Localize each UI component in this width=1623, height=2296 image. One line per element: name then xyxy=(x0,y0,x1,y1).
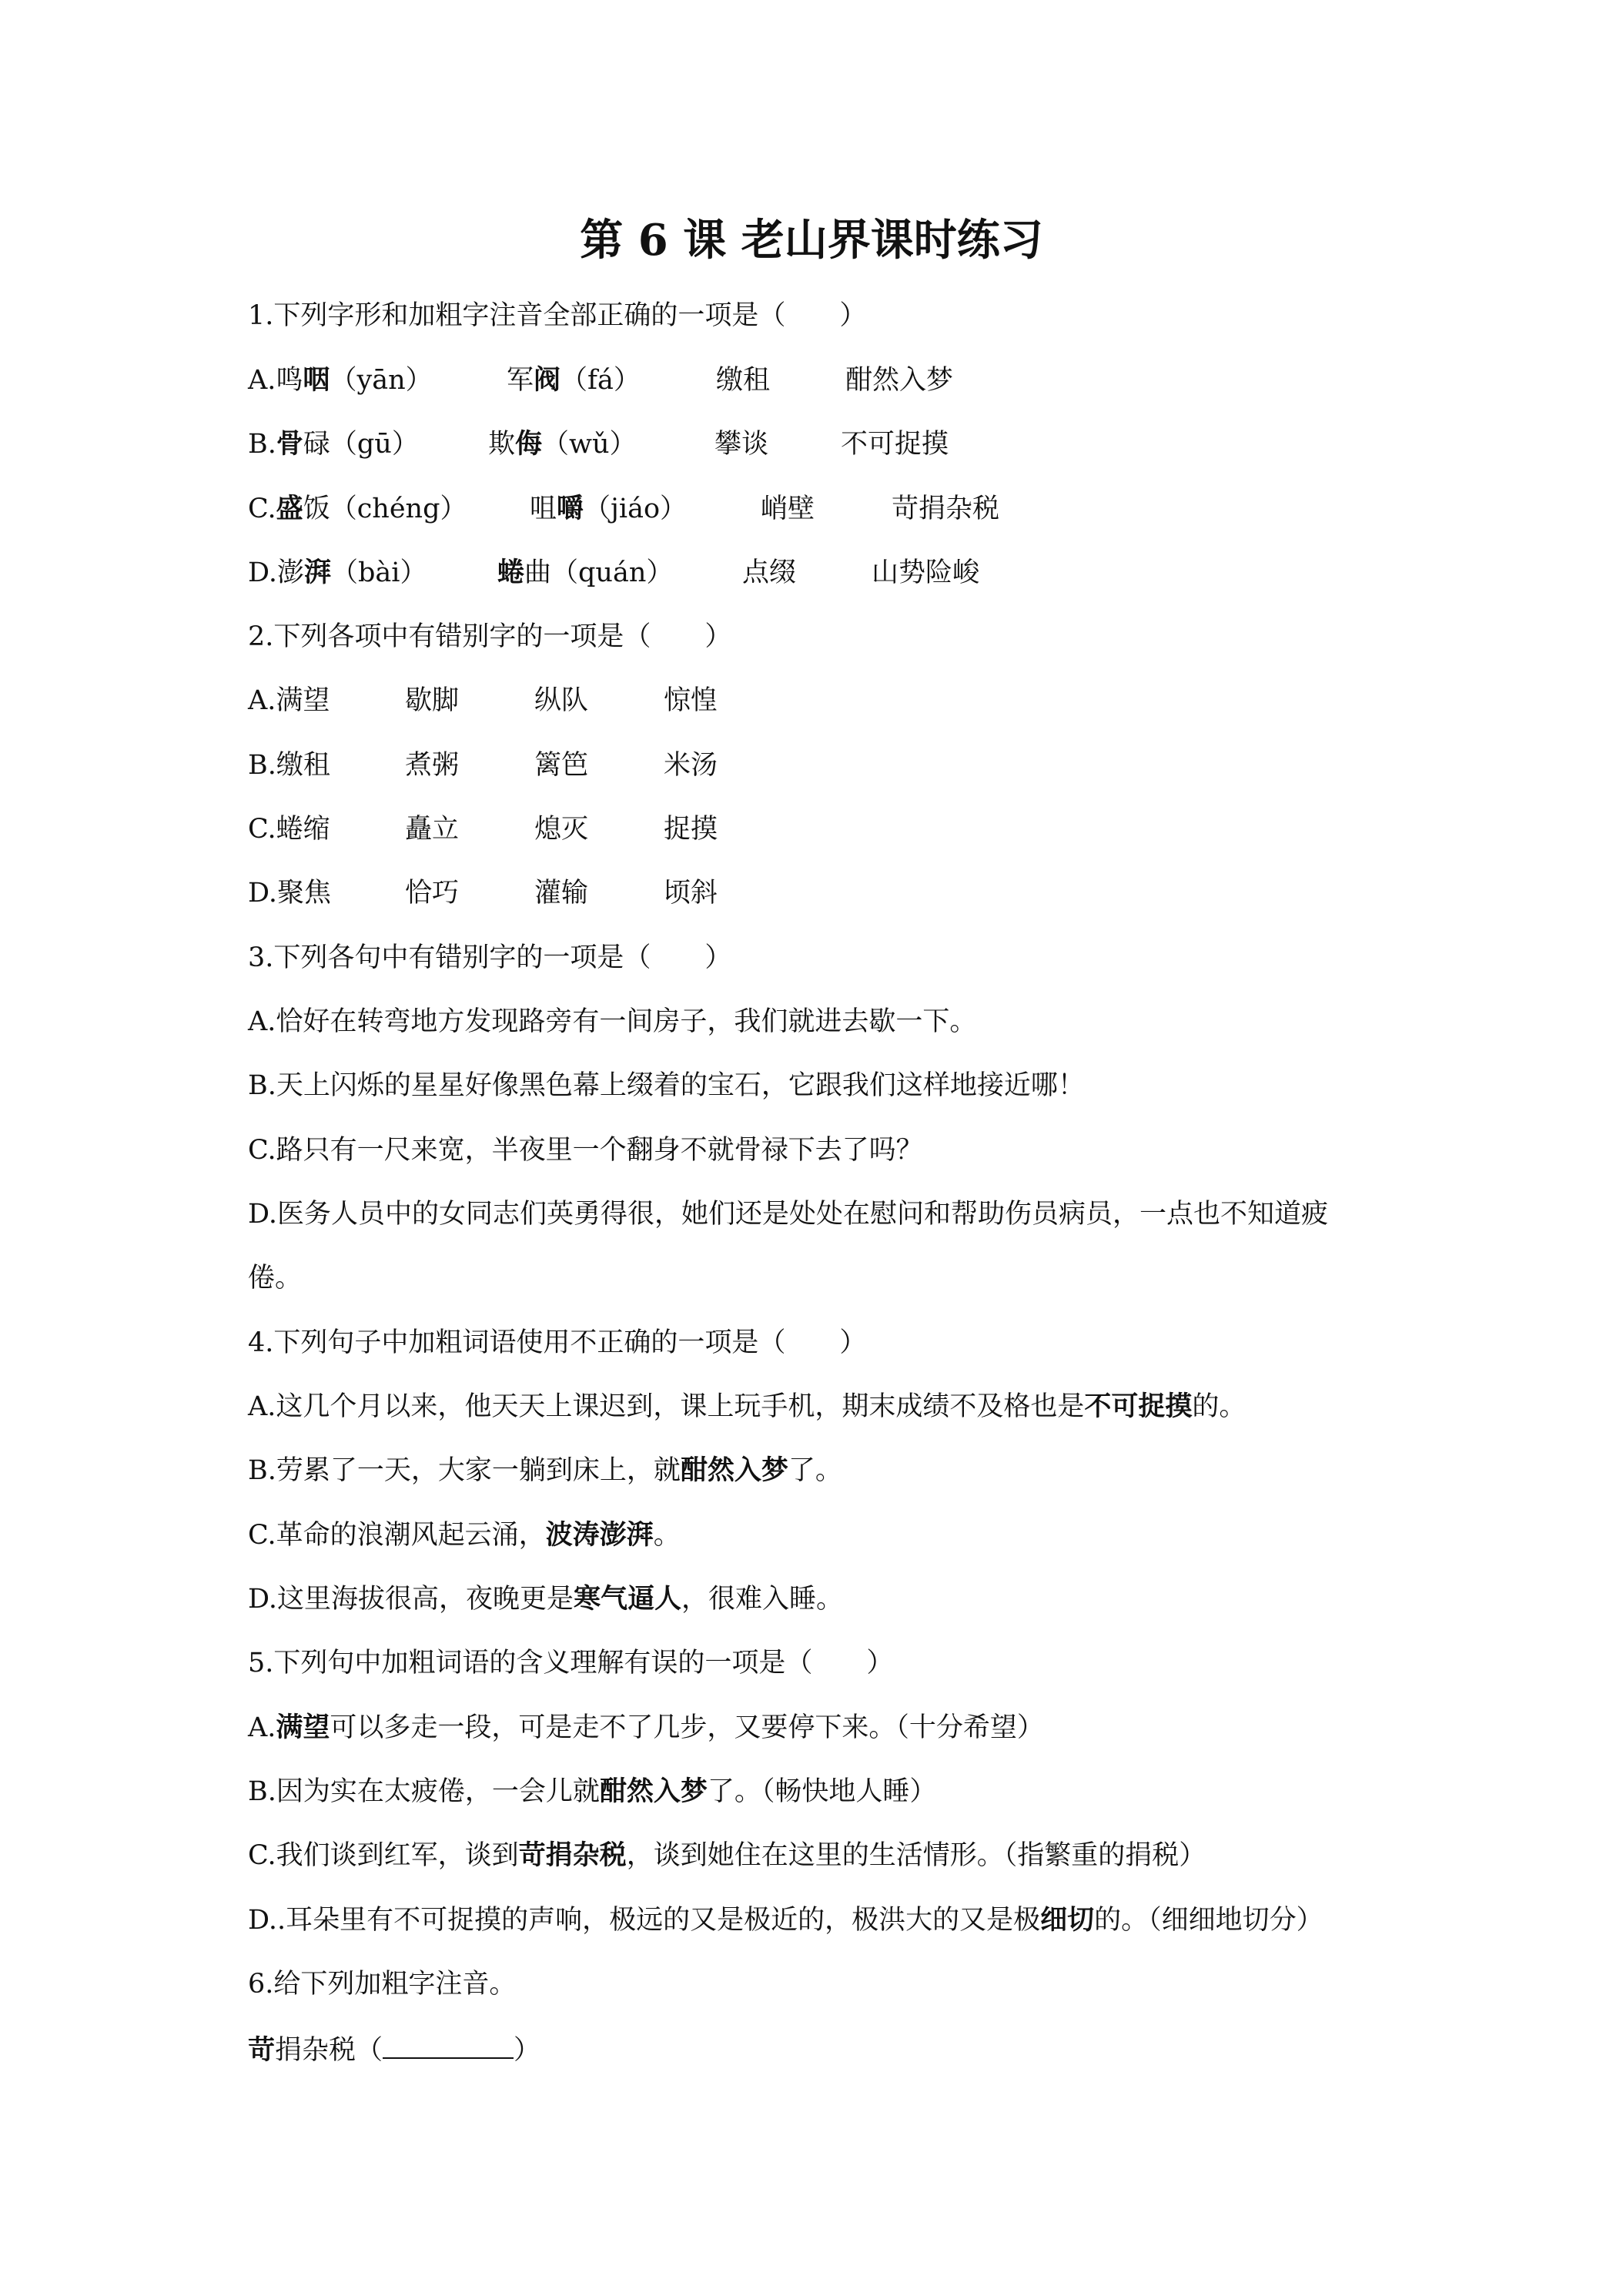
page-title: 第 6 课 老山界课时练习 xyxy=(580,215,1043,266)
q1-option-d[interactable]: D.澎湃（bài） 蜷曲（quán） 点缀 山势险峻 xyxy=(248,557,980,588)
q6-stem: 6.给下列加粗字注音。 xyxy=(248,1969,517,2000)
q2-option-b[interactable]: B.缴租 煮粥 篱笆 米汤 xyxy=(248,750,718,781)
q4-option-c[interactable]: C.革命的浪潮风起云涌，波涛澎湃。 xyxy=(248,1519,681,1551)
q4-option-d[interactable]: D.这里海拔很高，夜晚更是寒气逼人，很难入睡。 xyxy=(248,1583,843,1615)
q2-option-a[interactable]: A.满望 歇脚 纵队 惊惶 xyxy=(248,685,718,716)
q2-stem: 2.下列各项中有错别字的一项是（ ） xyxy=(248,621,732,652)
q5-option-c[interactable]: C.我们谈到红军，谈到苛捐杂税，谈到她住在这里的生活情形。（指繁重的捐税） xyxy=(248,1839,1206,1871)
q3-option-d[interactable]: D.医务人员中的女同志们英勇得很，她们还是处处在慰问和帮助伤员病员，一点也不知道疲 xyxy=(248,1199,1328,1230)
q6-item: 苛捐杂税（ ） xyxy=(248,2028,540,2070)
q1-option-c[interactable]: C.盛饭（chéng） 咀嚼（jiáo） 峭壁 苛捐杂税 xyxy=(248,493,1000,524)
q2-option-c[interactable]: C.蜷缩 矗立 熄灭 捉摸 xyxy=(248,814,718,845)
q2-option-d[interactable]: D.聚焦 恰巧 灌输 顷斜 xyxy=(248,878,718,909)
q5-option-b[interactable]: B.因为实在太疲倦，一会儿就酣然入梦了。（畅快地人睡） xyxy=(248,1776,937,1807)
q5-option-a[interactable]: A.满望可以多走一段，可是走不了几步，又要停下来。（十分希望） xyxy=(248,1712,1044,1743)
q1-option-a[interactable]: A.鸣咽（yān） 军阀（fá） 缴租 酣然入梦 xyxy=(248,364,954,396)
q3-option-c[interactable]: C.路只有一尺来宽，半夜里一个翻身不就骨禄下去了吗？ xyxy=(248,1135,923,1166)
q5-option-d[interactable]: D..耳朵里有不可捉摸的声响，极远的又是极近的，极洪大的又是极细切的。（细细地切分） xyxy=(248,1904,1323,1936)
q3-option-d-cont: 倦。 xyxy=(248,1263,303,1294)
q3-stem: 3.下列各句中有错别字的一项是（ ） xyxy=(248,942,732,973)
q3-option-a[interactable]: A.恰好在转弯地方发现路旁有一间房子，我们就进去歇一下。 xyxy=(248,1006,977,1037)
q4-option-a[interactable]: A.这几个月以来，他天天上课迟到，课上玩手机，期末成绩不及格也是不可捉摸的。 xyxy=(248,1391,1247,1422)
q1-stem: 1.下列字形和加粗字注音全部正确的一项是（ ） xyxy=(248,300,867,331)
q4-stem: 4.下列句子中加粗词语使用不正确的一项是（ ） xyxy=(248,1327,867,1358)
q3-option-b[interactable]: B.天上闪烁的星星好像黑色幕上缀着的宝石，它跟我们这样地接近哪！ xyxy=(248,1070,1085,1101)
q6-answer-blank[interactable] xyxy=(383,2028,514,2059)
q1-option-b[interactable]: B.骨碌（gū） 欺侮（wǔ） 攀谈 不可捉摸 xyxy=(248,428,949,460)
q4-option-b[interactable]: B.劳累了一天，大家一躺到床上，就酣然入梦了。 xyxy=(248,1454,842,1486)
q5-stem: 5.下列句中加粗词语的含义理解有误的一项是（ ） xyxy=(248,1648,894,1678)
